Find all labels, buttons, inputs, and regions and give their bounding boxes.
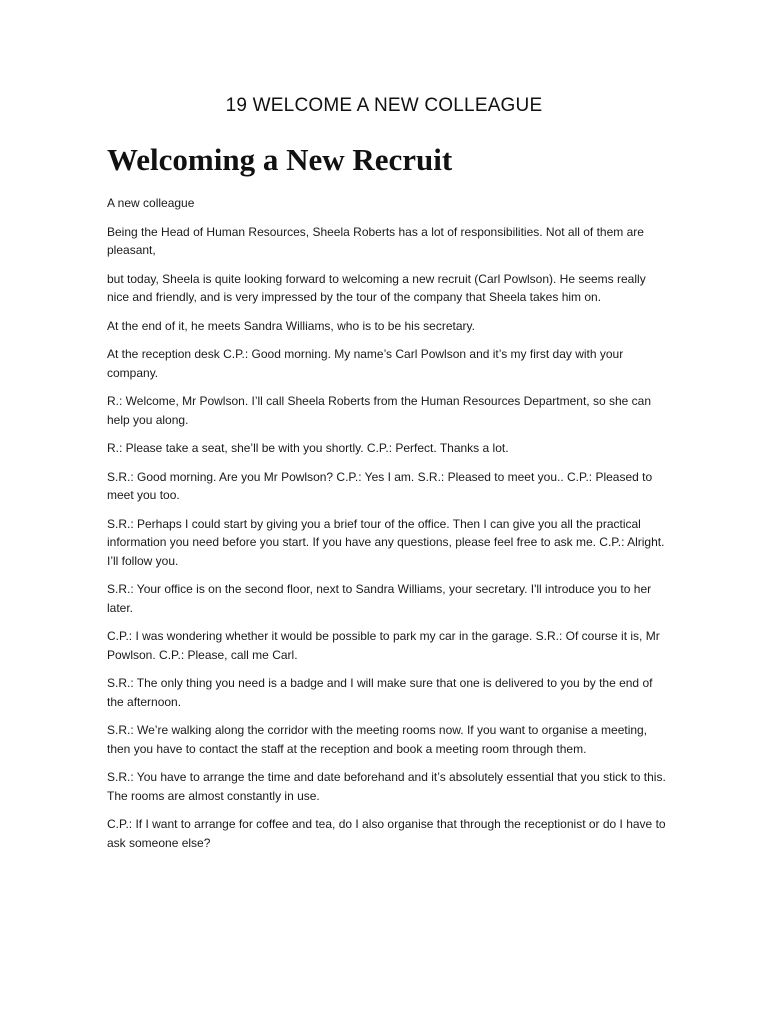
paragraph: At the end of it, he meets Sandra Williams, who is to be his secretary. (107, 318, 475, 333)
paragraph: Being the Head of Human Resources, Sheela Roberts has a lot of responsibilities. Not all of them are pleasant, (107, 224, 644, 257)
paragraph: C.P.: If I want to arrange for coffee and tea, do I also organise that through the receptionist or do I have to ask someone else? (107, 817, 666, 850)
document-body (107, 194, 667, 862)
paragraph: S.R.: You have to arrange the time and date beforehand and it’s absolutely essential that you stick to this. The rooms are almost constantly in use. (107, 770, 666, 803)
paragraph: S.R.: Your office is on the second floor, next to Sandra Williams, your secretary. I'll introduce you to her later. (107, 582, 652, 615)
paragraph: S.R.: The only thing you need is a badge and I will make sure that one is delivered to you by the end of the afternoon. (107, 676, 653, 709)
paragraph: S.R.: We’re walking along the corridor with the meeting rooms now. If you want to organise a meeting, then you have to contact the staff at the reception and book a meeting room through them. (107, 723, 648, 756)
paragraph: R.: Welcome, Mr Powlson. I’ll call Sheela Roberts from the Human Resources Department, so she can help you along. (107, 394, 651, 427)
paragraph: R.: Please take a seat, she’ll be with you shortly. C.P.: Perfect. Thanks a lot. (107, 441, 509, 455)
paragraph: A new colleague (107, 196, 195, 210)
paragraph: S.R.: Good morning. Are you Mr Powlson? C.P.: Yes I am. S.R.: Pleased to meet you.. C.P.: Pleased to meet you too. (107, 469, 653, 502)
document-title: Welcoming a New Recruit (107, 142, 453, 177)
chapter-heading: 19 WELCOME A NEW COLLEAGUE (225, 95, 543, 116)
paragraph: S.R.: Perhaps I could start by giving you a brief tour of the office. Then I can give you all the practical information you need before you start. If you have any questions, please feel free to ask me. C.P.: Alright. I’ll follow you. (107, 516, 665, 568)
paragraph: C.P.: I was wondering whether it would be possible to park my car in the garage. S.R.: Of course it is, Mr Powlson. C.P.: Please, call me Carl. (107, 629, 660, 662)
paragraph: but today, Sheela is quite looking forward to welcoming a new recruit (Carl Powlson). He seems really nice and friendly, and is very impressed by the tour of the company that Sheela takes him on. (107, 271, 646, 304)
paragraph: At the reception desk C.P.: Good morning. My name’s Carl Powlson and it’s my first day with your company. (107, 347, 624, 380)
